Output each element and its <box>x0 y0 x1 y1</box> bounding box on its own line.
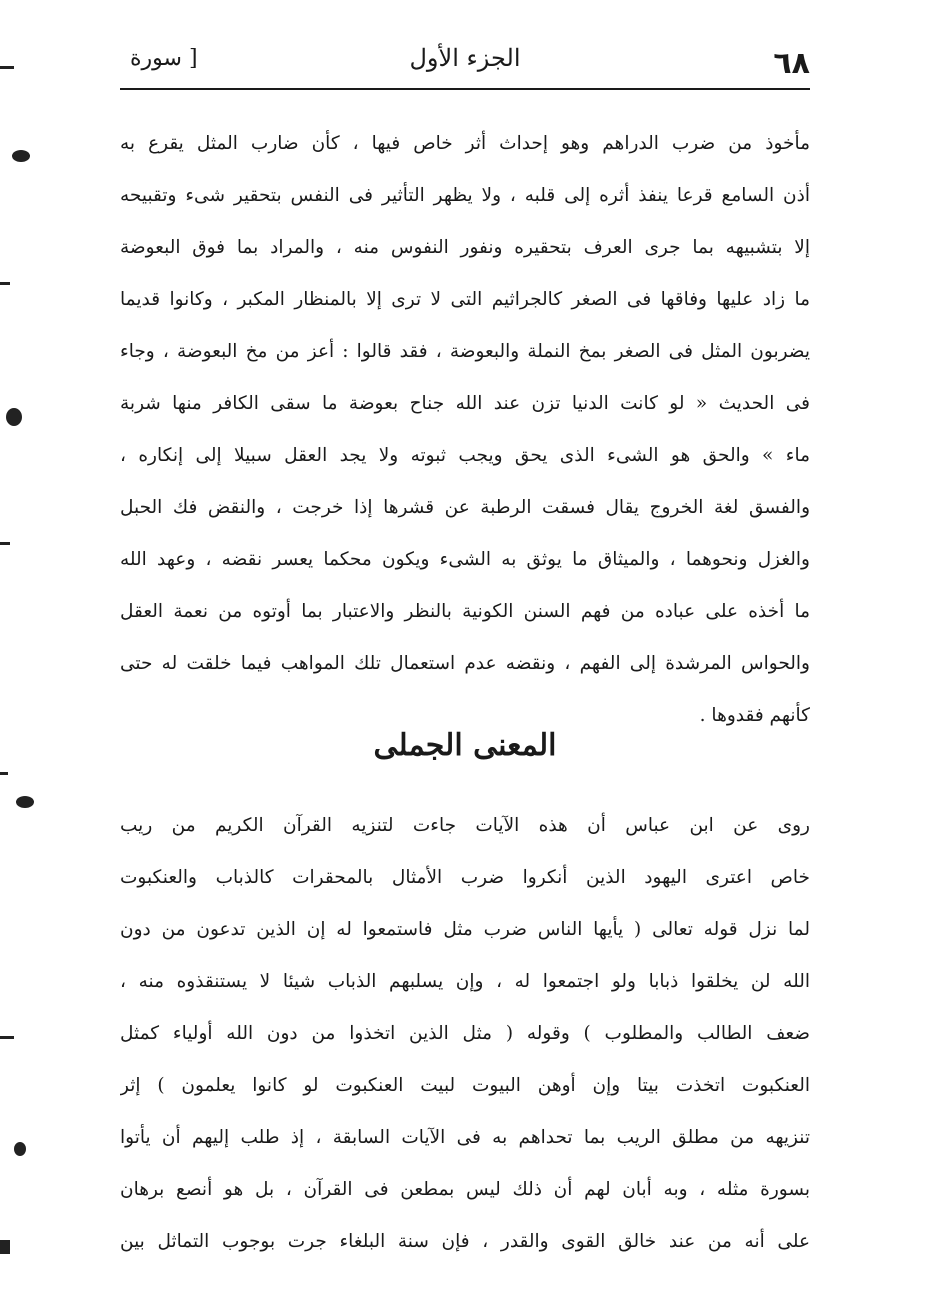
summary-paragraph <box>120 800 810 1268</box>
text-line: يضربون المثل فى الصغر بمخ النملة والبعوضة ، فقد قالوا : أعز من مخ البعوضة ، وجاء <box>120 341 810 362</box>
text-line: العنكبوت اتخذت بيتا وإن أوهن البيوت لبيت العنكبوت لو كانوا يعلمون ) إثر <box>120 1075 810 1096</box>
text-line: ضعف الطالب والمطلوب ) وقوله ( مثل الذين اتخذوا من دون الله أولياء كمثل <box>120 1023 810 1044</box>
section-heading: المعنى الجملى <box>373 728 557 763</box>
text-line: بسورة مثله ، وبه أبان لهم أن ذلك ليس بمطعن فى القرآن ، بل هو أنصع برهان <box>120 1179 810 1200</box>
text-line: مأخوذ من ضرب الدراهم وهو إحداث أثر خاص فيها ، كأن ضارب المثل يقرع به <box>120 133 810 154</box>
header-rule <box>120 88 810 90</box>
text-line: خاص اعترى اليهود الذين أنكروا ضرب الأمثال بالمحقرات كالذباب والعنكبوت <box>120 867 810 888</box>
surah-label: [ سورة <box>130 46 198 71</box>
scan-speck <box>0 1036 14 1039</box>
text-line: والغزل ونحوهما ، والميثاق ما يوثق به الشىء ويكون محكما يعسر نقضه ، وعهد الله <box>120 549 810 570</box>
text-line: روى عن ابن عباس أن هذه الآيات جاءت لتنزيه القرآن الكريم من ريب <box>120 815 810 836</box>
text-line: أذن السامع قرعا ينفذ أثره إلى قلبه ، ولا يظهر التأثير فى النفس بتحقير شىء وتقبيحه <box>120 185 810 206</box>
scan-speck <box>0 542 10 545</box>
scan-speck <box>0 772 8 775</box>
running-title: الجزء الأول <box>409 44 521 72</box>
scan-speck <box>6 408 22 426</box>
text-line: ما زاد عليها وفاقها فى الصغر كالجراثيم التى لا ترى إلا بالمنظار المكبر ، وكانوا قديما <box>120 289 810 310</box>
scan-speck <box>0 282 10 285</box>
page-header <box>120 40 810 88</box>
commentary-paragraph <box>120 118 810 742</box>
scan-speck <box>12 150 30 162</box>
text-line: تنزيهه من مطلق الريب بما تحداهم به فى الآيات السابقة ، إذ طلب إليهم أن يأتوا <box>120 1127 810 1148</box>
text-line: ما أخذه على عباده من فهم السنن الكونية بالنظر والاعتبار بما أوتوه من نعمة العقل <box>120 601 810 622</box>
text-line: على أنه من عند خالق القوى والقدر ، فإن سنة البلغاء جرت بوجوب التماثل بين <box>120 1231 810 1252</box>
text-line: ماء » والحق هو الشىء الذى يحق ويجب ثبوته ولا يجد العقل سبيلا إلى إنكاره ، <box>120 445 810 466</box>
scan-speck <box>0 1240 10 1254</box>
text-line: فى الحديث « لو كانت الدنيا تزن عند الله جناح بعوضة ما سقى الكافر منها شربة <box>120 393 810 414</box>
text-line: كأنهم فقدوها . <box>699 705 810 726</box>
text-line: والحواس المرشدة إلى الفهم ، ونقضه عدم استعمال تلك المواهب فيما خلقت له حتى <box>120 653 810 674</box>
text-line: إلا بتشبيهه بما جرى العرف بتحقيره ونفور النفوس منه ، والمراد بما فوق البعوضة <box>120 237 810 258</box>
scan-speck <box>0 66 14 69</box>
text-line: والفسق لغة الخروج يقال فسقت الرطبة عن قشرها إذا خرجت ، والنقض فك الحبل <box>120 497 810 518</box>
text-line: الله لن يخلقوا ذبابا ولو اجتمعوا له ، وإن يسلبهم الذباب شيئا لا يستنقذوه منه ، <box>120 971 810 992</box>
page-number: ٦٨ <box>773 46 810 81</box>
scan-speck <box>16 796 34 808</box>
scan-speck <box>14 1142 26 1156</box>
text-line: لما نزل قوله تعالى ( يأيها الناس ضرب مثل فاستمعوا له إن الذين تدعون من دون <box>120 919 810 940</box>
